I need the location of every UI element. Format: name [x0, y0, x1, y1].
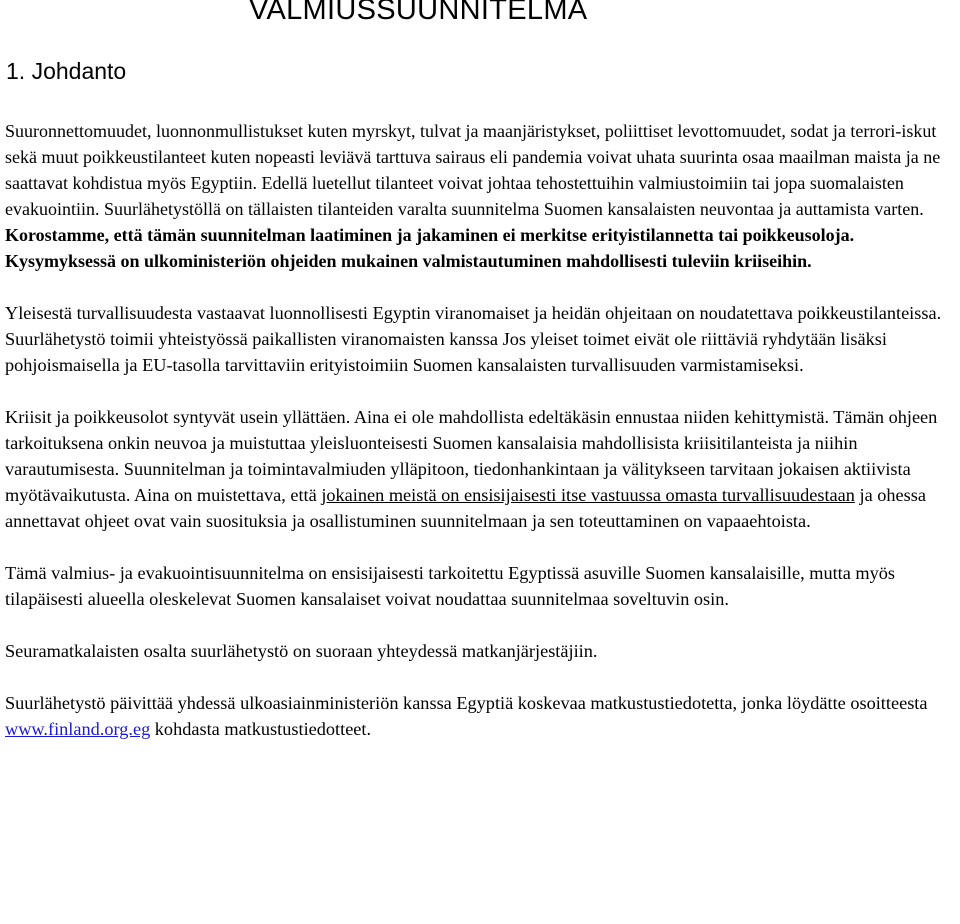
embassy-website-link[interactable]: www.finland.org.eg — [5, 719, 151, 739]
paragraph-crisis-preparedness — [5, 404, 952, 534]
paragraph-advisory-text-start: Suurlähetystö päivittää yhdessä ulkoasiainministeriön kanssa Egyptiä koskevaa matkustustiedotetta, jonka löydätte osoitteesta — [5, 693, 928, 713]
paragraph-travel-advisory — [5, 690, 952, 742]
paragraph-introduction-text: Suuronnettomuudet, luonnonmullistukset kuten myrskyt, tulvat ja maanjäristykset, poliittiset levottomuudet, sodat ja terrori-iskut sekä muut poikkeustilanteet kuten nopeasti leviävä tarttuva sairaus eli pandemia voivat uhata suurinta osaa maailman maista ja ne saattavat kohdistua myös Egyptiin. Edellä luetellut tilanteet voivat johtaa tehostettuihin valmiustoimiin tai jopa suomalaisten evakuointiin. Suurlähetystöllä on tällaisten tilanteiden varalta suunnitelma Suomen kansalaisten neuvontaa ja auttamista varten. — [5, 121, 941, 219]
paragraph-target-audience: Tämä valmius- ja evakuointisuunnitelma on ensisijaisesti tarkoitettu Egyptissä asuville Suomen kansalaisille, mutta myös tilapäisesti alueella oleskelevat Suomen kansalaiset voivat noudattaa suunnitelmaa soveltuvin osin. — [5, 563, 896, 609]
paragraph-advisory-text-end: kohdasta matkustustiedotteet. — [150, 719, 372, 739]
paragraph-crisis-text-start: Kriisit ja poikkeusolot syntyvät usein yllättäen. Aina ei ole mahdollista edeltäkäsin ennustaa niiden kehittymistä. Tämän ohjeen tarkoituksena onkin neuvoa ja muistuttaa yleisluonteisesti Suomen kansalaisia mahdollisista kriisitilanteista ja niihin varautumisesta. Suunnitelman ja toimintavalmiuden ylläpitoon, tiedonhankintaan ja välitykseen tarvitaan jokaisen aktiivista myötävaikutusta. Aina on muistettava, että — [5, 407, 938, 505]
paragraph-general-safety: Yleisestä turvallisuudesta vastaavat luonnollisesti Egyptin viranomaiset ja heidän ohjeitaan on noudatettava poikkeustilanteissa. Suurlähetystö toimii yhteistyössä paikallisten viranomaisten kanssa Jos yleiset toimet eivät ole riittäviä ryhdytään lisäksi pohjoismaisella ja EU-tasolla tarvittaviin erityistoimiin Suomen kansalaisten turvallisuuden varmistamiseksi. — [5, 303, 942, 375]
paragraph-introduction-emphasis: Korostamme, että tämän suunnitelman laatiminen ja jakaminen ei merkitse erityistilannetta tai poikkeusoloja. Kysymyksessä on ulkoministeriön ohjeiden mukainen valmistautuminen mahdollisesti tuleviin kriiseihin. — [5, 225, 855, 271]
document-title: VALMIUSSUUNNITELMA — [249, 0, 588, 26]
paragraph-package-travellers: Seuramatkalaisten osalta suurlähetystö on suoraan yhteydessä matkanjärjestäjiin. — [5, 641, 598, 661]
paragraph-crisis-text-end: ja ohessa annettavat ohjeet ovat vain suosituksia ja osallistuminen suunnitelmaan ja sen toteuttaminen on vapaaehtoista. — [5, 485, 927, 531]
personal-responsibility-underlined: jokainen meistä on ensisijaisesti itse vastuussa omasta turvallisuudestaan — [321, 485, 855, 505]
paragraph-introduction — [5, 118, 952, 274]
document-body — [5, 118, 952, 768]
section-heading: 1. Johdanto — [6, 58, 127, 84]
